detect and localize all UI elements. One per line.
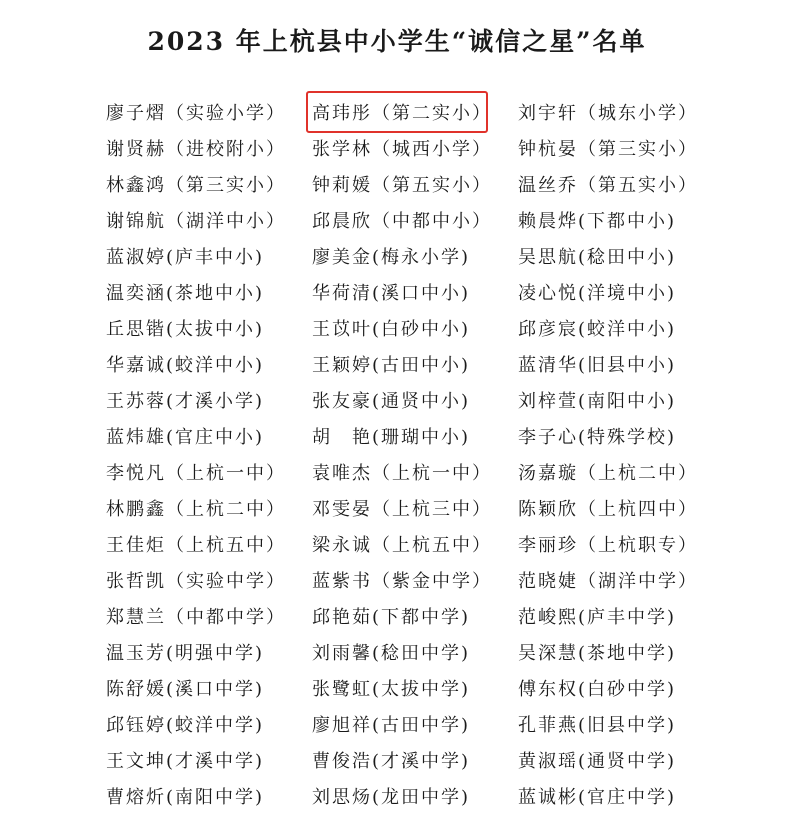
list-item: 林鑫鸿（第三实小） [106,175,286,196]
list-row [0,600,794,636]
list-item: 钟杭晏（第三实小） [518,139,698,160]
list-item: 刘宇轩（城东小学） [518,103,698,124]
list-item: 丘思锴(太拔中小) [106,319,265,340]
name-list [0,96,794,816]
list-item: 邓雯晏（上杭三中） [312,499,492,520]
list-item: 谢锦航（湖洋中小） [106,211,286,232]
list-item: 蓝清华(旧县中小) [518,355,677,376]
list-item: 谢贤赫（进校附小） [106,139,286,160]
list-item: 华嘉诚(蛟洋中小) [106,355,265,376]
list-item: 邱晨欣（中都中小） [312,211,492,232]
list-item: 廖子熠（实验小学） [106,103,286,124]
list-item: 陈舒媛(溪口中学) [106,679,265,700]
list-item: 凌心悦(洋境中小) [518,283,677,304]
list-item: 刘雨馨(稔田中学) [312,643,471,664]
list-item: 温丝乔（第五实小） [518,175,698,196]
list-row [0,96,794,132]
list-row [0,456,794,492]
list-item: 汤嘉璇（上杭二中） [518,463,698,484]
list-row [0,384,794,420]
list-item: 陈颖欣（上杭四中） [518,499,698,520]
list-item: 吴深慧(茶地中学) [518,643,677,664]
list-item: 曹熔炘(南阳中学) [106,787,265,808]
list-row [0,348,794,384]
list-item: 蓝炜雄(官庄中小) [106,427,265,448]
list-item: 李悦凡（上杭一中） [106,463,286,484]
list-item: 蓝诚彬(官庄中学) [518,787,677,808]
list-item: 廖旭祥(古田中学) [312,715,471,736]
list-row [0,168,794,204]
list-item: 钟莉媛（第五实小） [312,175,492,196]
list-row [0,132,794,168]
list-item-highlighted: 高玮彤（第二实小） [312,103,492,124]
list-row [0,780,794,816]
page-title: 2023 年上杭县中小学生“诚信之星”名单 [147,27,647,56]
list-item: 邱艳茹(下都中学) [312,607,471,628]
list-item: 温玉芳(明强中学) [106,643,265,664]
list-item: 曹俊浩(才溪中学) [312,751,471,772]
list-row [0,744,794,780]
list-row [0,204,794,240]
list-row [0,276,794,312]
list-item: 王佳炬（上杭五中） [106,535,286,556]
list-item: 王颖婷(古田中小) [312,355,471,376]
list-row [0,636,794,672]
list-item: 李子心(特殊学校) [518,427,677,448]
list-item: 邱彦宸(蛟洋中小) [518,319,677,340]
list-item: 李丽珍（上杭职专） [518,535,698,556]
list-item: 张哲凯（实验中学） [106,571,286,592]
list-item: 范峻熙(庐丰中学) [518,607,677,628]
list-item: 邱钰婷(蛟洋中学) [106,715,265,736]
list-item: 张鹭虹(太拔中学) [312,679,471,700]
list-item: 蓝紫书（紫金中学） [312,571,492,592]
list-item: 张学林（城西小学） [312,139,492,160]
list-item: 刘思炀(龙田中学) [312,787,471,808]
list-item: 王苡叶(白砂中小) [312,319,471,340]
list-item: 张友豪(通贤中小) [312,391,471,412]
list-item: 黄淑瑶(通贤中学) [518,751,677,772]
list-row [0,312,794,348]
list-item: 袁唯杰（上杭一中） [312,463,492,484]
list-item: 温奕涵(茶地中小) [106,283,265,304]
list-item: 廖美金(梅永小学) [312,247,471,268]
list-item: 梁永诚（上杭五中） [312,535,492,556]
list-row [0,420,794,456]
list-row [0,672,794,708]
list-item: 蓝淑婷(庐丰中小) [106,247,265,268]
list-item: 傅东权(白砂中学) [518,679,677,700]
list-item: 华荷清(溪口中小) [312,283,471,304]
list-row [0,528,794,564]
list-row [0,708,794,744]
list-item: 胡 艳(珊瑚中小) [312,427,471,448]
list-item: 吴思航(稔田中小) [518,247,677,268]
list-row [0,240,794,276]
list-item: 王文坤(才溪中学) [106,751,265,772]
list-item: 王苏蓉(才溪小学) [106,391,265,412]
list-item: 范晓婕（湖洋中学） [518,571,698,592]
list-item: 赖晨烨(下都中小) [518,211,677,232]
list-item: 刘梓萱(南阳中小) [518,391,677,412]
list-row [0,564,794,600]
list-row [0,492,794,528]
list-item: 孔菲燕(旧县中学) [518,715,677,736]
list-item: 林鹏鑫（上杭二中） [106,499,286,520]
list-item: 郑慧兰（中都中学） [106,607,286,628]
